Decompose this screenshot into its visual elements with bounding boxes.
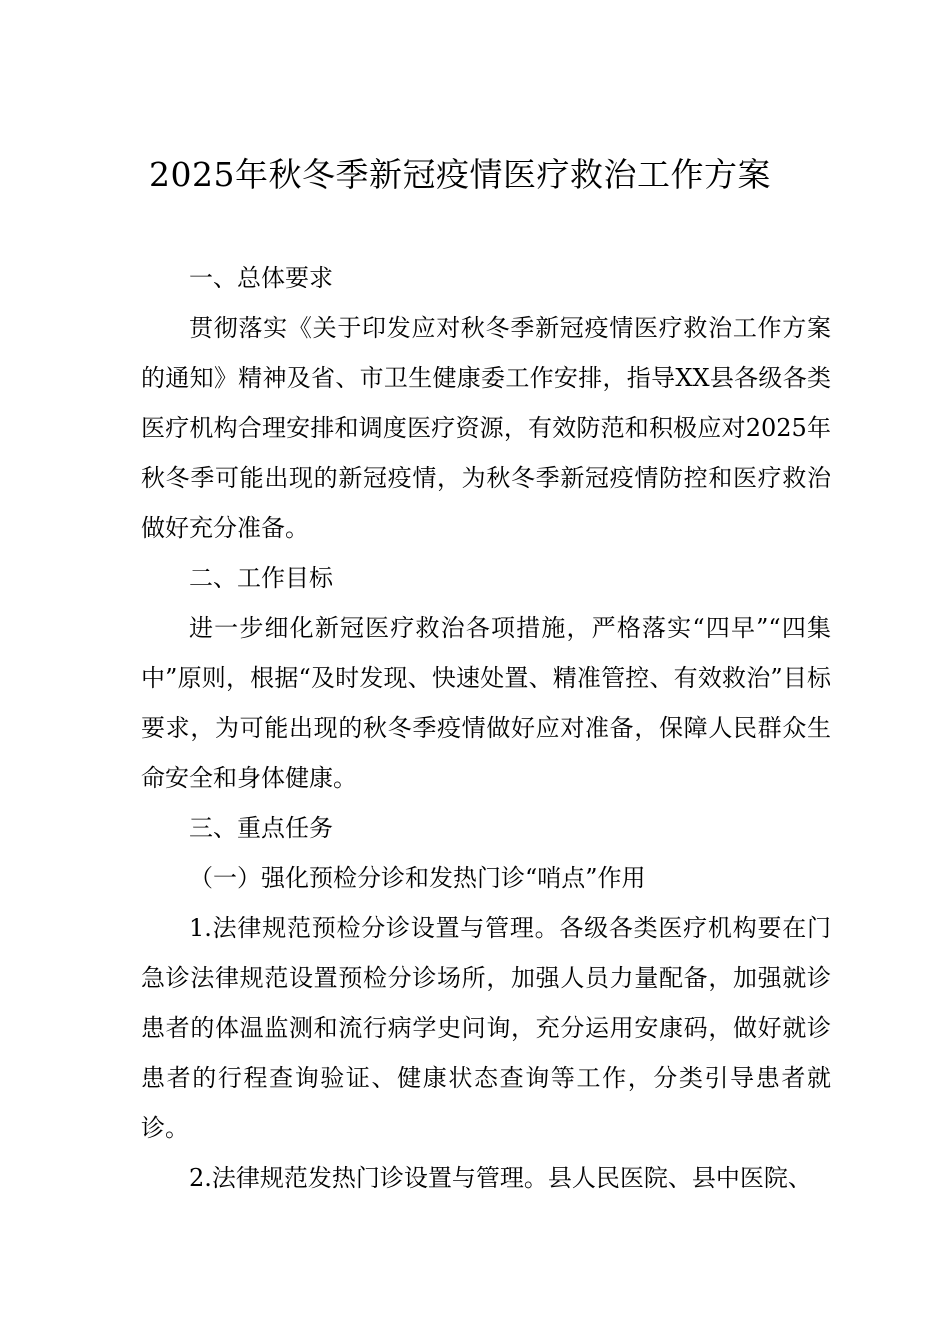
subheading-triage: （一）强化预检分诊和发热门诊“哨点”作用 xyxy=(189,864,646,892)
section-heading-general-requirements: 一、总体要求 xyxy=(189,264,333,292)
document-body xyxy=(141,253,831,1203)
section-heading-work-goals: 二、工作目标 xyxy=(189,564,333,592)
section-heading-key-tasks: 三、重点任务 xyxy=(189,814,333,842)
paragraph-general-requirements: 贯彻落实《关于印发应对秋冬季新冠疫情医疗救治工作方案的通知》精神及省、市卫生健康委工作安排，指导XX县各级各类医疗机构合理安排和调度医疗资源，有效防范和积极应对2025年秋冬季可能出现的新冠疫情，为秋冬季新冠疫情防控和医疗救治做好充分准备。 xyxy=(141,314,831,542)
paragraph-item-1: 1.法律规范预检分诊设置与管理。各级各类医疗机构要在门急诊法律规范设置预检分诊场所，加强人员力量配备，加强就诊患者的体温监测和流行病学史问询，充分运用安康码，做好就诊患者的行程查询验证、健康状态查询等工作，分类引导患者就诊。 xyxy=(141,914,831,1142)
paragraph-item-2: 2.法律规范发热门诊设置与管理。县人民医院、县中医院、 xyxy=(189,1164,812,1192)
paragraph-work-goals: 进一步细化新冠医疗救治各项措施，严格落实“四早”“四集中”原则，根据“及时发现、快速处置、精准管控、有效救治”目标要求，为可能出现的秋冬季疫情做好应对准备，保障人民群众生命安全和身体健康。 xyxy=(141,614,831,792)
page-title: 2025年秋冬季新冠疫情医疗救治工作方案 xyxy=(149,155,771,194)
